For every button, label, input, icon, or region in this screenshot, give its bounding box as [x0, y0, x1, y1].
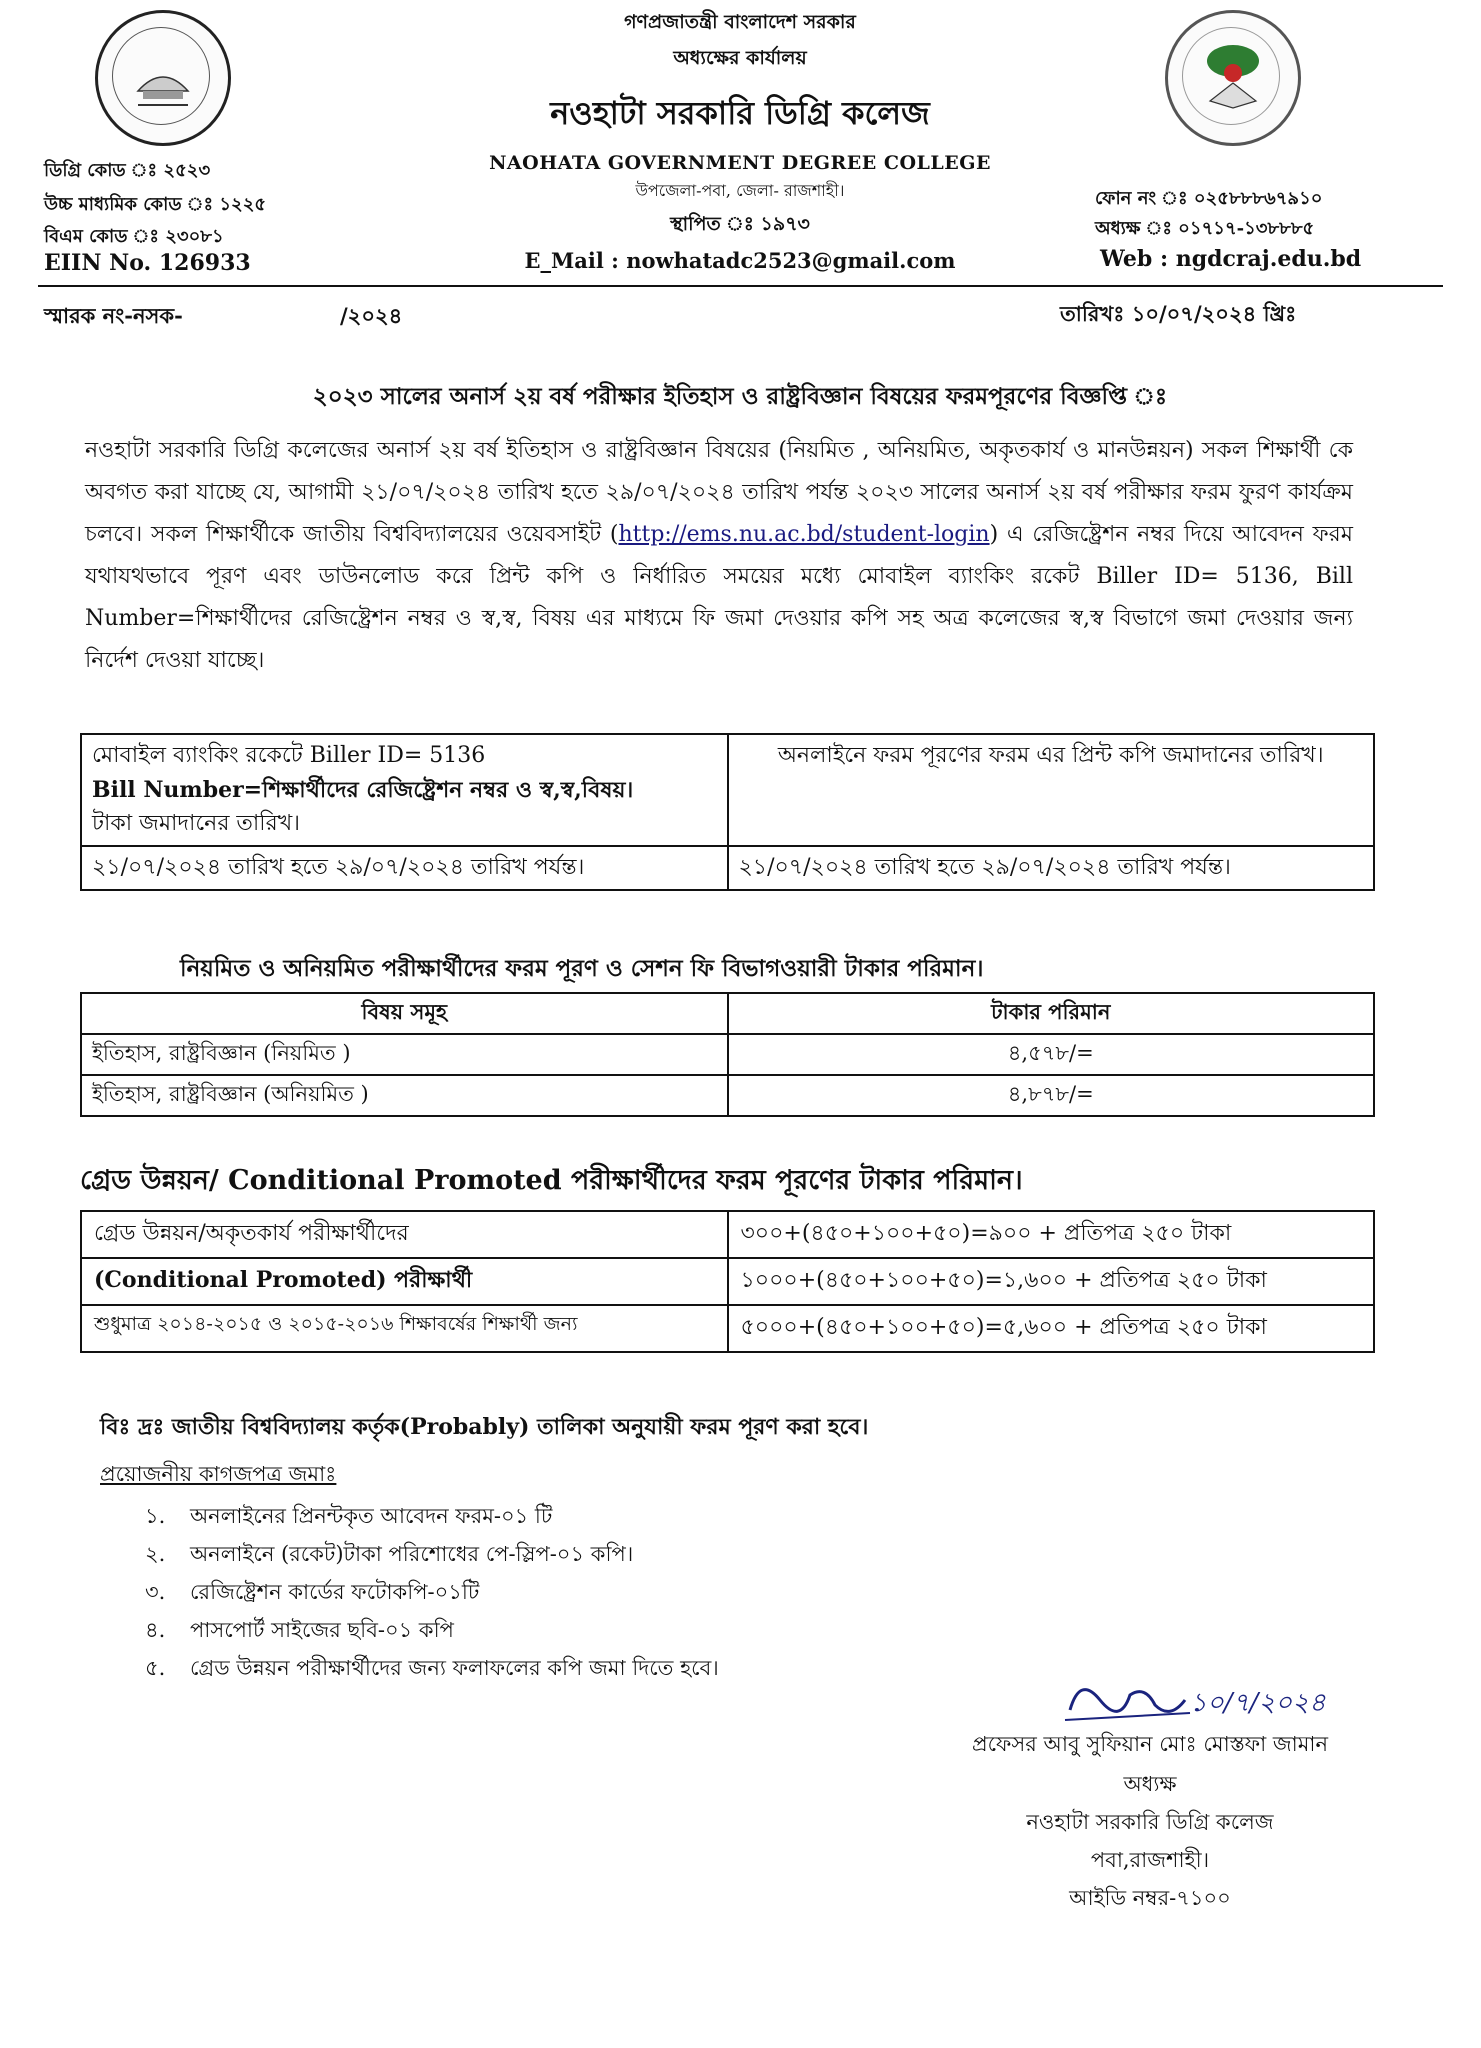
govt-line: গণপ্রজাতন্ত্রী বাংলাদেশ সরকার — [624, 11, 856, 33]
college-name-bn: নওহাটা সরকারি ডিগ্রি কলেজ — [550, 94, 930, 132]
table-row — [81, 1258, 1374, 1305]
grade-improvement-title: গ্রেড উন্নয়ন/ Conditional Promoted পরীক্ষার্থীদের ফরম পূরণের টাকার পরিমান। — [80, 1165, 1023, 1196]
payment-date-range: ২১/০৭/২০২৪ তারিখ হতে ২৯/০৭/২০২৪ তারিখ পর্যন্ত। — [81, 846, 728, 890]
college-logo-right — [1165, 10, 1301, 146]
body-text-part1: নওহাটা সরকারি ডিগ্রি কলেজের অনার্স ২য় বর্ষ ইতিহাস ও রাষ্ট্রবিজ্ঞান বিষয়ের (নিয়মিত , অনিয়মিত, অকৃতকার্য ও মানউন্নয়ন) সকল শিক্ষার্থী কে অবগত করা যাচ্ছে যে, আগামী ২১/০৭/২০২৪ তারিখ হতে ২৯/০৭/২০২৪ তারিখ পর্যন্ত ২০২৩ সালের অনার্স ২য় বর্ষ পরীক্ষার ফরম ফুরণ কার্যক্রম চলবে। সকল শিক্ষার্থীকে জাতীয় বিশ্ববিদ্যালয়ের ওয়েবসাইট ( — [85, 438, 1353, 547]
principal-name: প্রফেসর আবু সুফিয়ান মোঃ মোস্তফা জামান — [971, 1732, 1329, 1756]
candidate-fee: ৩০০+(৪৫০+১০০+৫০)=৯০০ + প্রতিপত্র ২৫০ টাকা — [728, 1211, 1375, 1258]
doc-number: ২. — [145, 1542, 166, 1566]
doc-item: অনলাইনে (রকেট)টাকা পরিশোধের পে-স্লিপ-০১ কপি। — [190, 1542, 634, 1566]
fee-table — [80, 992, 1375, 1117]
candidate-type: (Conditional Promoted) পরীক্ষার্থী — [81, 1258, 728, 1305]
fee-subject: ইতিহাস, রাষ্ট্রবিজ্ঞান (নিয়মিত ) — [81, 1034, 728, 1075]
eiin-number: EIIN No. 126933 — [44, 250, 251, 276]
signature-college: নওহাটা সরকারি ডিগ্রি কলেজ — [1026, 1810, 1274, 1834]
fee-amount: ৪,৮৭৮/= — [728, 1075, 1375, 1116]
doc-number: ১. — [145, 1504, 166, 1528]
doc-number: ৫. — [145, 1656, 166, 1680]
signature-place: পবা,রাজশাহী। — [1090, 1848, 1210, 1872]
doc-item: অনলাইনের প্রিনন্টকৃত আবেদন ফরম-০১ টি — [190, 1504, 553, 1528]
signature-date: ১০/৭/২০২৪ — [1190, 1688, 1326, 1718]
table-row — [81, 1034, 1374, 1075]
payment-date-label: টাকা জমাদানের তারিখ। — [92, 811, 301, 836]
table-row — [81, 1305, 1374, 1352]
principal-id: আইডি নম্বর-৭১০০ — [1069, 1886, 1231, 1910]
subject-col-header: বিষয় সমূহ — [81, 993, 728, 1034]
fee-section-title: নিয়মিত ও অনিয়মিত পরীক্ষার্থীদের ফরম পূরণ ও সেশন ফি বিভাগওয়ারী টাকার পরিমান। — [180, 955, 984, 982]
college-email: E_Mail : nowhatadc2523@gmail.com — [524, 248, 956, 273]
biller-id-line: মোবাইল ব্যাংকিং রকেটে Biller ID= 5136 — [92, 743, 486, 768]
principal-phone: অধ্যক্ষ ঃ ০১৭১৭-১৩৮৮৮৫ — [1095, 218, 1315, 239]
header-rule — [38, 285, 1443, 287]
notice-body — [85, 430, 1353, 682]
bill-number-line: Bill Number=শিক্ষার্থীদের রেজিষ্ট্রেশন নম্বর ও স্ব,স্ব,বিষয়। — [92, 777, 634, 803]
memo-date: তারিখঃ ১০/০৭/২০২৪ খ্রিঃ — [1060, 301, 1297, 326]
print-copy-date-range: ২১/০৭/২০২৪ তারিখ হতে ২৯/০৭/২০২৪ তারিখ পর্যন্ত। — [728, 846, 1375, 890]
candidate-type: শুধুমাত্র ২০১৪-২০১৫ ও ২০১৫-২০১৬ শিক্ষাবর্ষের শিক্ষার্থী জন্য — [81, 1305, 728, 1352]
degree-code: ডিগ্রি কোড ঃ ২৫২৩ — [44, 160, 211, 181]
nu-login-link[interactable]: http://ems.nu.ac.bd/student-login — [618, 522, 990, 547]
print-copy-label: অনলাইনে ফরম পূরণের ফরম এর প্রিন্ট কপি জমাদানের তারিখ। — [777, 743, 1324, 768]
memo-year: /২০২৪ — [340, 303, 403, 328]
college-website: Web : ngdcraj.edu.bd — [1100, 246, 1362, 272]
doc-item: পাসপোর্ট সাইজের ছবি-০১ কপি — [190, 1618, 454, 1642]
payment-dates-table — [80, 733, 1375, 891]
principal-title: অধ্যক্ষ — [1123, 1772, 1177, 1796]
candidate-fee: ১০০০+(৪৫০+১০০+৫০)=১,৬০০ + প্রতিপত্র ২৫০ টাকা — [728, 1258, 1375, 1305]
payment-info-cell — [81, 734, 728, 846]
college-name-en: NAOHATA GOVERNMENT DEGREE COLLEGE — [489, 152, 991, 174]
fee-subject: ইতিহাস, রাষ্ট্রবিজ্ঞান (অনিয়মিত ) — [81, 1075, 728, 1116]
college-location: উপজেলা-পবা, জেলা- রাজশাহী। — [635, 181, 845, 200]
note-line: বিঃ দ্রঃ জাতীয় বিশ্ববিদ্যালয় কর্তৃক(Probably) তালিকা অনুযায়ী ফরম পূরণ করা হবে। — [100, 1414, 869, 1440]
documents-title: প্রয়োজনীয় কাগজপত্র জমাঃ — [100, 1462, 337, 1486]
doc-item: গ্রেড উন্নয়ন পরীক্ষার্থীদের জন্য ফলাফলের কপি জমা দিতে হবে। — [190, 1656, 719, 1680]
fee-amount: ৪,৫৭৮/= — [728, 1034, 1375, 1075]
office-line: অধ্যক্ষের কার্যালয় — [673, 47, 807, 69]
print-copy-cell — [728, 734, 1375, 846]
hsc-code: উচ্চ মাধ্যমিক কোড ঃ ১২২৫ — [44, 194, 267, 215]
college-seal-left — [95, 10, 231, 146]
candidate-type: গ্রেড উন্নয়ন/অকৃতকার্য পরীক্ষার্থীদের — [81, 1211, 728, 1258]
grade-improvement-table — [80, 1210, 1375, 1353]
table-row — [81, 1075, 1374, 1116]
doc-number: ৩. — [145, 1580, 166, 1604]
established-year: স্থাপিত ঃ ১৯৭৩ — [670, 213, 810, 235]
candidate-fee: ৫০০০+(৪৫০+১০০+৫০)=৫,৬০০ + প্রতিপত্র ২৫০ টাকা — [728, 1305, 1375, 1352]
body-text-part2: ) এ রেজিষ্ট্রেশন নম্বর দিয়ে আবেদন ফরম যথাযথভাবে পূরণ এবং ডাউনলোড করে প্রিন্ট কপি ও নির্ধারিত সময়ের মধ্যে মোবাইল ব্যাংকিং রকেট Biller ID= 5136, Bill Number=শিক্ষার্থীদের রেজিষ্ট্রেশন নম্বর ও স্ব,স্ব, বিষয় এর মাধ্যমে ফি জমা দেওয়ার কপি সহ অত্র কলেজের স্ব,স্ব বিভাগে জমা দেওয়ার জন্য নির্দেশ দেওয়া যাচ্ছে। — [85, 522, 1354, 673]
amount-col-header: টাকার পরিমান — [728, 993, 1375, 1034]
phone-number: ফোন নং ঃ ০২৫৮৮৮৬৭৯১০ — [1095, 188, 1323, 209]
memo-ref: স্মারক নং-নসক- — [44, 303, 183, 328]
bm-code: বিএম কোড ঃ ২৩০৮১ — [44, 226, 224, 247]
notice-subject: ২০২৩ সালের অনার্স ২য় বর্ষ পরীক্ষার ইতিহাস ও রাষ্ট্রবিজ্ঞান বিষয়ের ফরমপূরণের বিজ্ঞপ্তি ঃ — [312, 383, 1168, 410]
doc-number: ৪. — [145, 1618, 166, 1642]
doc-item: রেজিষ্ট্রেশন কার্ডের ফটোকপি-০১টি — [190, 1580, 480, 1604]
table-row — [81, 1211, 1374, 1258]
